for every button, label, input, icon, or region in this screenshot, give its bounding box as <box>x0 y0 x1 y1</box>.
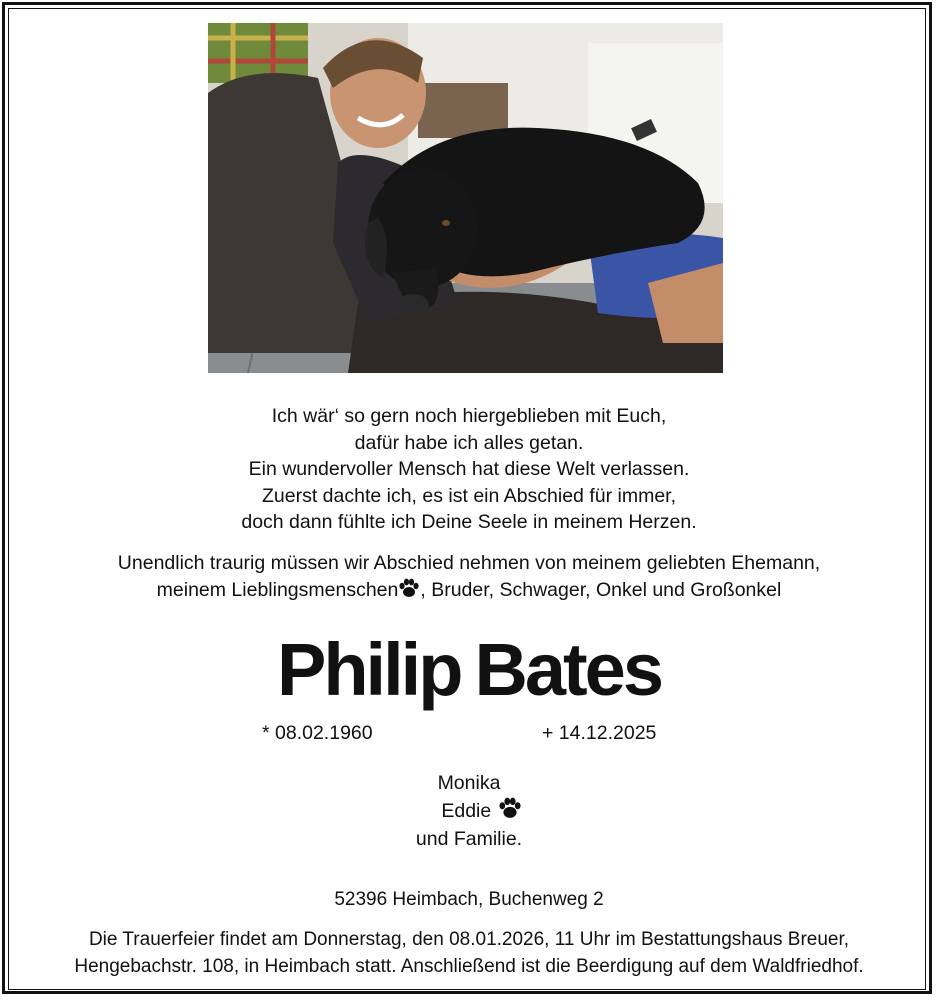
last-name: Bates <box>474 628 661 711</box>
paw-icon <box>398 578 420 598</box>
intro-line-2 <box>0 577 938 604</box>
poem-line: dafür habe ich alles getan. <box>354 431 584 454</box>
mourner-eddie <box>26 797 938 825</box>
poem-line: Ein wundervoller Mensch hat diese Welt verlassen. <box>248 458 690 480</box>
poem-line: doch dann fühlte ich Deine Seele in meinem Herzen. <box>241 511 697 533</box>
mourner-eddie-name: Eddie <box>441 800 492 822</box>
poem <box>0 403 938 536</box>
funeral-line-1: Die Trauerfeier findet am Donnerstag, den 08.01.2026, 11 Uhr im Bestattungshaus Breuer, <box>88 929 850 950</box>
intro-line-2-after: , Bruder, Schwager, Onkel und Großonkel <box>420 578 782 601</box>
mourner-family: und Familie. <box>415 828 523 850</box>
address: 52396 Heimbach, Buchenweg 2 <box>334 889 604 910</box>
first-name: Philip <box>276 628 461 711</box>
mourner-monika: Monika <box>437 772 501 794</box>
paw-icon <box>497 797 523 819</box>
intro-line-1: Unendlich traurig müssen wir Abschied nehmen von meinem geliebten Ehemann, <box>117 552 821 574</box>
mourners <box>0 769 938 853</box>
funeral-line-2: Hengebachstr. 108, in Heimbach statt. Anschließend ist die Beerdigung auf dem Waldfriedhof. <box>74 955 864 977</box>
intro-text <box>0 550 938 603</box>
intro-line-2-before: meinem Lieblingsmenschen <box>156 578 399 601</box>
poem-line: Zuerst dachte ich, es ist ein Abschied für immer, <box>261 484 676 507</box>
poem-line: Ich wär‘ so gern noch hiergeblieben mit Euch, <box>271 405 667 427</box>
deceased-name <box>0 628 938 712</box>
death-date: + 14.12.2025 <box>542 722 657 744</box>
birth-date: * 08.02.1960 <box>262 722 373 744</box>
funeral-info <box>0 927 938 980</box>
portrait-photo <box>208 23 723 373</box>
